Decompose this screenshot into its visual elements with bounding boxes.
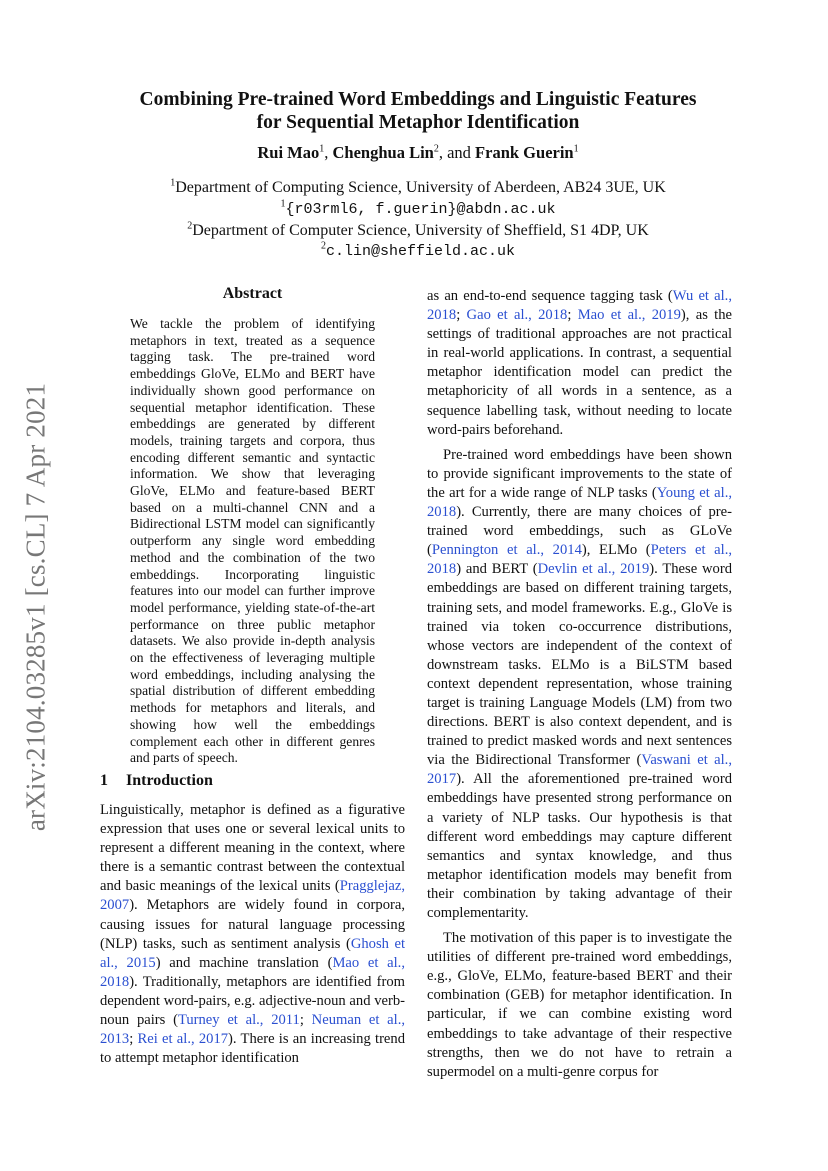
author-affiliation-mark: 1 xyxy=(319,143,325,155)
email-address[interactable]: {r03rml6, f.guerin}@abdn.ac.uk xyxy=(285,201,556,218)
citation-link[interactable]: Wu et al., 2018 xyxy=(427,288,732,324)
citation-link[interactable]: Mao et al., 2019 xyxy=(577,307,681,324)
intro-paragraph-1-continued xyxy=(427,287,732,440)
intro-paragraph-2 xyxy=(427,446,732,923)
author-name: Rui Mao xyxy=(257,143,320,162)
email-1 xyxy=(100,199,736,219)
author-name: Chenghua Lin xyxy=(332,143,434,162)
body-text: ). All the aforementioned pre-trained word embeddings have presented strong performance on a variety of NLP tasks. Our hypothesis is that different word embeddings may capture different semantics and syntax knowledge, and thus metaphor identification models may benefit from their combination by taking advantage of their complementarity. xyxy=(427,771,732,921)
body-text: ). Metaphors are widely found in corpora, causing issues for natural language processing (NLP) tasks, such as sentiment analysis ( xyxy=(100,897,405,952)
citation-link[interactable]: Ghosh et al., 2015 xyxy=(100,935,405,971)
citation-link[interactable]: Young et al., 2018 xyxy=(427,484,732,521)
body-text: Linguistically, metaphor is defined as a figurative expression that uses one or several lexical units to represent a different meaning in the context, where there is a semantic contrast between the contextual and basic meanings of the lexical units ( xyxy=(100,802,405,895)
citation-link[interactable]: Pragglejaz, 2007 xyxy=(100,878,405,914)
abstract-heading: Abstract xyxy=(222,285,283,302)
citation-link[interactable]: Gao et al., 2018 xyxy=(466,307,568,324)
citation-link[interactable]: Mao et al., 2018 xyxy=(100,954,405,990)
email-mark: 1 xyxy=(280,198,286,210)
abstract-body: We tackle the problem of identifying metaphors in text, treated as a sequence tagging task. The pre-trained word embeddings GloVe, ELMo and BERT have individually shown good performance on sequential metaphor identification. These embeddings are generated by different models, training targets and corpora, thus encoding different semantic and syntactic information. We show that leveraging GloVe, ELMo and feature-based BERT based on a multi-channel CNN and a Bidirectional LSTM model can significantly outperform any single word embedding method and the combination of the two embeddings. Incorporating linguistic features into our model can further improve model performance, yielding state-of-the-art performance on three public metaphor datasets. We also provide in-depth analysis on the effectiveness of leveraging multiple word embeddings, including analysing the spatial distribution of different embedding methods for metaphors and literals, and showing how well the embeddings complement each other in different genres and parts of speech. xyxy=(130,316,375,766)
body-text: ). These word embeddings are based on different training targets, training sets, and model frameworks. E.g., GloVe is trained via token co-occurrence distributions, whose vectors are independent of the context of downstream tasks. ELMo is a BiLSTM based context dependent representation, whose training target is training Language Models (LM) from two directions. BERT is also context dependent, and is trained to predict masked words and next sentences via the Bidirectional Transformer ( xyxy=(427,561,732,769)
body-text: ; xyxy=(129,1031,138,1048)
author-list xyxy=(100,142,736,164)
section-number: 1 xyxy=(100,772,108,789)
citation-link[interactable]: Rei et al., 2017 xyxy=(137,1031,229,1048)
body-text: ), as the settings of traditional approaches are not practical in real-world applications. In contrast, a sequential metaphor identification model can predict the metaphoricity of all words in a sentence, as a sequence labelling task, without needing to locate word-pairs beforehand. xyxy=(427,307,733,438)
email-address[interactable]: c.lin@sheffield.ac.uk xyxy=(325,243,516,260)
title-line-2: for Sequential Metaphor Identification xyxy=(256,112,580,133)
arxiv-stamp xyxy=(20,372,51,842)
author-affiliation-mark: 2 xyxy=(433,143,439,155)
body-text: as an end-to-end sequence tagging task ( xyxy=(427,288,673,304)
author-name: Frank Guerin xyxy=(475,143,574,162)
body-text: ). There is an increasing trend to attempt metaphor identification xyxy=(100,1031,406,1067)
right-column xyxy=(427,287,732,1088)
email-2 xyxy=(100,241,736,261)
affiliation-1 xyxy=(100,178,736,197)
arxiv-identifier[interactable]: arXiv:2104.03285v1 [cs.CL] 7 Apr 2021 xyxy=(20,382,51,832)
author-affiliation-mark: 1 xyxy=(573,143,579,155)
section-heading xyxy=(100,772,213,790)
section-title: Introduction xyxy=(126,772,213,789)
citation-link[interactable]: Neuman et al., 2013 xyxy=(100,1012,405,1048)
affiliation-mark: 1 xyxy=(170,177,176,189)
citation-link[interactable]: Peters et al., 2018 xyxy=(427,542,732,578)
affiliation-text: Department of Computing Science, University of Aberdeen, AB24 3UE, UK xyxy=(175,179,666,196)
author-separator: , and xyxy=(438,143,476,162)
body-text: ) and BERT ( xyxy=(456,561,538,578)
citation-link[interactable]: Turney et al., 2011 xyxy=(177,1012,300,1029)
body-text: ), ELMo ( xyxy=(581,542,651,559)
affiliation-text: Department of Computer Science, University of Sheffield, S1 4DP, UK xyxy=(192,222,649,239)
author-separator: , xyxy=(324,143,333,162)
body-text: ). Currently, there are many choices of pre-trained word embeddings, such as GLoVe ( xyxy=(427,504,732,559)
title-line-1: Combining Pre-trained Word Embeddings and Linguistic Features xyxy=(139,89,697,110)
affiliation-2 xyxy=(100,221,736,240)
body-text: ; xyxy=(456,307,467,324)
body-text: ) and machine translation ( xyxy=(155,954,333,971)
citation-link[interactable]: Pennington et al., 2014 xyxy=(431,542,582,559)
intro-paragraph-1 xyxy=(100,801,405,1068)
intro-paragraph-3: The motivation of this paper is to investigate the utilities of different pre-trained word embeddings, e.g., GloVe, ELMo, feature-based BERT and their combination (GEB) for metaphor identification. In particular, if we can combine existing word embeddings to take advantage of their respective strengths, then we do not have to retrain a supermodel on a multi-genre corpus for xyxy=(427,930,732,1080)
paper-title xyxy=(100,88,736,134)
citation-link[interactable]: Vaswani et al., 2017 xyxy=(427,752,732,788)
email-mark: 2 xyxy=(320,240,326,252)
body-text: ). Traditionally, metaphors are identified from dependent word-pairs, e.g. adjective-noun and verb-noun pairs ( xyxy=(100,973,405,1029)
body-text: Pre-trained word embeddings have been shown to provide significant improvements to the state of the art for a wide range of NLP tasks ( xyxy=(427,446,732,501)
citation-link[interactable]: Devlin et al., 2019 xyxy=(537,561,650,578)
body-text: ; xyxy=(567,307,578,324)
affiliation-mark: 2 xyxy=(187,220,193,232)
body-text: ; xyxy=(299,1012,312,1029)
